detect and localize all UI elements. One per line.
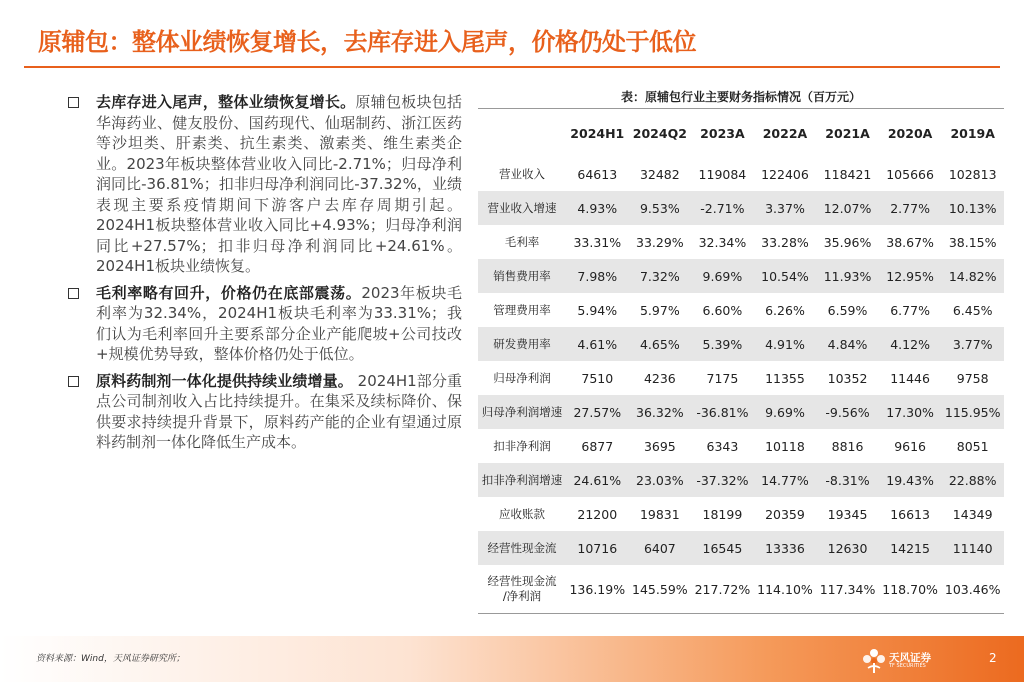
table-row [478, 157, 1004, 191]
table-cell: 4.84% [816, 327, 879, 361]
table-cell: 11355 [765, 370, 805, 386]
row-label-line: 经营性现金流 [487, 574, 557, 588]
table-cell: 7510 [581, 370, 614, 386]
table-cell: 6407 [629, 531, 692, 565]
tf-securities-logo-icon [862, 648, 886, 674]
table-cell: 11446 [890, 370, 930, 386]
table-cell: 6877 [581, 438, 614, 454]
table-cell: 136.19% [569, 581, 626, 597]
table-row [478, 463, 1004, 497]
row-label: 扣非净利润增速 [478, 463, 566, 497]
bullet-lead: 去库存进入尾声，整体业绩恢复增长。 [96, 93, 356, 111]
table-cell: 14.82% [941, 259, 1004, 293]
table-caption: 表：原辅包行业主要财务指标情况（百万元） [620, 90, 861, 104]
table-cell: 10.13% [941, 191, 1004, 225]
table-cell: 23.03% [629, 463, 692, 497]
table-cell: 17.30% [879, 395, 942, 429]
table-cell: 4236 [643, 370, 676, 386]
table-cell: 38.67% [886, 234, 934, 250]
table-cell: 115.95% [941, 395, 1004, 429]
table-cell: 38.15% [948, 234, 997, 250]
table-cell: 12.07% [816, 191, 879, 225]
table-cell: 5.94% [577, 302, 618, 318]
table-cell: 64613 [577, 166, 618, 182]
table-cell: 4.65% [629, 327, 692, 361]
bullet-item-gross-margin [66, 283, 462, 365]
logo-name: 天风证券 [889, 652, 931, 664]
table-row [478, 191, 1004, 225]
table-cell: 33.28% [761, 234, 809, 250]
table-header-cell: 2023A [700, 125, 745, 141]
table-cell: 7175 [706, 370, 739, 386]
title-divider [24, 66, 1000, 68]
table-header-cell: 2021A [825, 125, 870, 141]
table-cell: 14349 [952, 506, 993, 522]
table-cell: 117.34% [819, 581, 876, 597]
table-cell: 33.29% [636, 234, 684, 250]
table-cell: 11.93% [816, 259, 879, 293]
table-cell: 22.88% [941, 463, 1004, 497]
table-cell: 118421 [823, 166, 872, 182]
table-cell: 35.96% [823, 234, 872, 250]
bullet-item-integration [66, 371, 462, 453]
table-header-cell: 2019A [950, 125, 995, 141]
table-row [478, 429, 1004, 463]
table-cell: 10352 [827, 370, 868, 386]
table-row [478, 225, 1004, 259]
table-cell: 7.98% [566, 259, 629, 293]
row-label: 营业收入增速 [478, 191, 566, 225]
table-cell: 2.77% [879, 191, 942, 225]
table-row [478, 293, 1004, 327]
source-note: 资料来源：Wind，天风证券研究所； [36, 654, 185, 664]
bullet-text: 2024H1部分重点公司制剂收入占比持续提升。在集采及续标降价、保供要求持续提升背景下，原料药产能的企业有望通过原料药制剂一体化降低生产成本。 [96, 371, 463, 451]
table-row [478, 327, 1004, 361]
table-cell: 9.69% [754, 395, 817, 429]
bullet-lead: 原料药制剂一体化提供持续业绩增量。 [96, 371, 353, 390]
table-cell: 9758 [956, 370, 989, 386]
table-cell: 6.60% [702, 302, 743, 318]
financial-metrics-table [478, 109, 1004, 613]
table-cell: 9.53% [629, 191, 692, 225]
row-label [478, 565, 566, 613]
row-label: 销售费用率 [478, 259, 566, 293]
row-label: 管理费用率 [493, 303, 551, 317]
table-header-row [478, 109, 1004, 157]
table-cell: 3.77% [941, 327, 1004, 361]
table-header-cell [478, 109, 566, 157]
table-cell: 119084 [698, 166, 747, 182]
table-cell: 6.59% [827, 302, 868, 318]
row-label: 归母净利润 [493, 371, 551, 385]
page-number: 2 [989, 651, 997, 665]
table-cell: 114.10% [757, 581, 813, 597]
table-cell: 20359 [765, 506, 805, 522]
table-cell: 145.59% [632, 581, 688, 597]
bullet-item-destocking [66, 92, 462, 277]
row-label: 研发费用率 [478, 327, 566, 361]
bullet-text: 2023年板块毛利率为32.34%，2024H1板块毛利率为33.31%；我们认为毛利率回升主要系部分企业产能爬坡+公司技改+规模优势导致，整体价格仍处于低位。 [96, 283, 462, 363]
table-cell: 32.34% [698, 234, 747, 250]
table-cell: 12.95% [879, 259, 942, 293]
table-cell: 118.70% [882, 581, 938, 597]
table-cell: 19831 [639, 506, 680, 522]
table-cell: -2.71% [691, 191, 754, 225]
table-cell: 5.39% [691, 327, 754, 361]
table-row [478, 361, 1004, 395]
table-cell: 10.54% [754, 259, 817, 293]
row-label: 扣非净利润 [493, 439, 551, 453]
table-bottom-rule [478, 613, 1004, 614]
page-title: 原辅包：整体业绩恢复增长，去库存进入尾声，价格仍处于低位 [38, 28, 696, 56]
table-cell: -9.56% [816, 395, 879, 429]
table-cell: -37.32% [691, 463, 754, 497]
table-cell: 6343 [706, 438, 739, 454]
table-cell: -8.31% [816, 463, 879, 497]
table-cell: 5.97% [639, 302, 680, 318]
table-header-cell: 2022A [762, 125, 808, 141]
table-cell: 9616 [894, 438, 926, 454]
hollow-square-bullet-icon [68, 288, 79, 299]
row-label-line: /净利润 [502, 589, 542, 603]
row-label: 营业收入 [499, 167, 545, 181]
table-row [478, 497, 1004, 531]
table-cell: 102813 [948, 166, 997, 182]
table-cell: 122406 [761, 166, 809, 182]
table-header-cell: 2020A [887, 125, 933, 141]
table-cell: 10716 [566, 531, 629, 565]
table-header-cell: 2024H1 [570, 125, 625, 141]
bullet-lead: 毛利率略有回升，价格仍在底部震荡。 [96, 283, 362, 302]
table-cell: 16545 [691, 531, 754, 565]
table-cell: 11140 [941, 531, 1004, 565]
table-cell: 8051 [956, 438, 989, 454]
table-cell: 19.43% [879, 463, 942, 497]
financial-table-panel [478, 86, 1004, 614]
table-cell: 24.61% [566, 463, 629, 497]
table-cell: 7.32% [629, 259, 692, 293]
table-cell: 4.93% [566, 191, 629, 225]
table-header-cell: 2024Q2 [632, 125, 687, 141]
table-cell: 18199 [702, 506, 743, 522]
table-cell: 4.91% [754, 327, 817, 361]
table-cell: 4.61% [566, 327, 629, 361]
table-cell: 103.46% [944, 581, 1001, 597]
table-cell: 16613 [890, 506, 930, 522]
table-cell: 33.31% [573, 234, 622, 250]
hollow-square-bullet-icon [68, 97, 79, 108]
table-row [478, 395, 1004, 429]
table-cell: 9.69% [691, 259, 754, 293]
logo-subtitle: TF SECURITIES [889, 663, 926, 669]
row-label: 毛利率 [504, 235, 540, 249]
table-cell: 6.45% [952, 302, 993, 318]
table-cell: 105666 [886, 166, 934, 182]
table-row [478, 259, 1004, 293]
hollow-square-bullet-icon [68, 376, 79, 387]
row-label: 经营性现金流 [478, 531, 566, 565]
table-cell: 3.37% [754, 191, 817, 225]
table-cell: -36.81% [691, 395, 754, 429]
table-row [478, 531, 1004, 565]
table-cell: 32482 [639, 166, 680, 182]
table-cell: 21200 [577, 506, 618, 522]
table-cell: 14.77% [754, 463, 817, 497]
table-cell: 6.26% [765, 302, 805, 318]
table-cell: 217.72% [694, 581, 751, 597]
table-cell: 12630 [816, 531, 879, 565]
table-cell: 8816 [831, 438, 864, 454]
row-label: 应收账款 [499, 507, 545, 521]
table-row [478, 565, 1004, 613]
table-cell: 3695 [643, 438, 676, 454]
bullet-text: 原辅包板块包括华海药业、健友股份、国药现代、仙琚制药、浙江医药等沙坦类、肝素类、抗生素类、激素类、维生素类企业。2023年板块整体营业收入同比-2.71%；归母净利润同比-36.81%；扣非归母净利润同比-37.32%，业绩表现主要系疫情期间下游客户去库存周期引起。2024H1板块整体营业收入同比+4.93%；归母净利润同比+27.57%；扣非归母净利润同比+24.61%。2024H1板块业绩恢复。 [96, 93, 462, 275]
table-cell: 19345 [827, 506, 868, 522]
table-cell: 36.32% [629, 395, 692, 429]
table-cell: 14215 [879, 531, 942, 565]
bullet-list [66, 92, 462, 459]
row-label: 归母净利润增速 [478, 395, 566, 429]
table-cell: 6.77% [890, 302, 930, 318]
table-cell: 4.12% [879, 327, 942, 361]
table-cell: 13336 [754, 531, 817, 565]
company-logo [862, 648, 942, 674]
table-cell: 27.57% [566, 395, 629, 429]
table-cell: 10118 [765, 438, 805, 454]
